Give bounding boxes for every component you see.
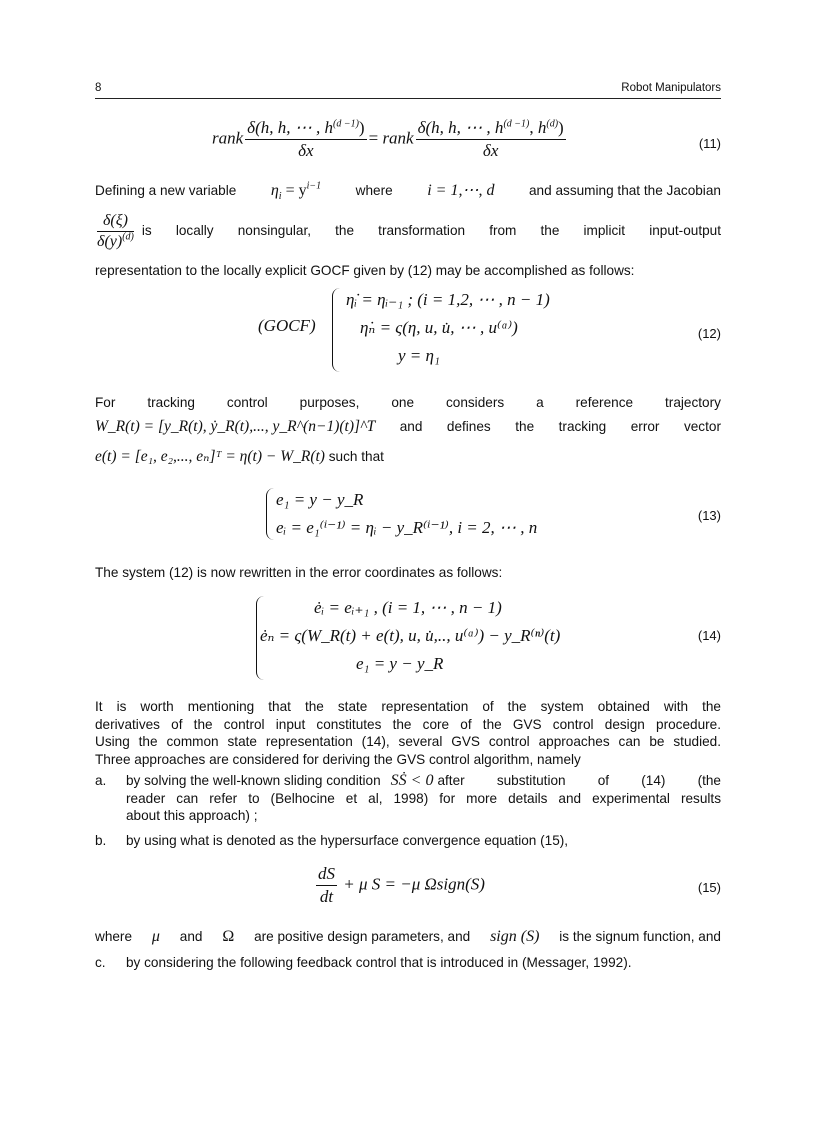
paragraph-tracking-line1: For tracking control purposes, one considers a reference trajectory — [95, 395, 721, 410]
running-header — [95, 82, 721, 99]
paragraph-parameters: where μ and Ω are positive design parameters, and sign (S) is the signum function, and — [95, 928, 721, 945]
paragraph-error-coordinates: The system (12) is now rewritten in the error coordinates as follows: — [95, 565, 503, 580]
rank-label-left: rank — [212, 128, 244, 148]
equation-14-row1: ėᵢ = eᵢ₊₁ , (i = 1, ⋯ , n − 1) — [314, 598, 502, 617]
equation-14-row3: e₁ = y − y_R — [356, 654, 444, 673]
equation-number-11: (11) — [698, 136, 721, 151]
paragraph-variable-definition-line3: representation to the locally explicit GOCF given by (12) may be accomplished as follows: — [95, 263, 635, 278]
fraction-right: $\frac{\delta(h, h, \cdots , h^{(d -1)}, h^{(d)})}{\delta x}$ — [417, 118, 564, 160]
tracking-error-expr: e(t) = [e₁, e₂,..., eₙ]ᵀ = η(t) − W_R(t) — [95, 448, 325, 465]
jacobian-fraction: $\frac{\delta(\xi)}{\delta(y)^{(d)}}$ — [97, 212, 134, 250]
equation-15: $\frac{dS}{dt}$ + μ S = −μ Ωsign(S) — [318, 864, 485, 906]
equation-11 — [212, 118, 568, 161]
page-number: 8 — [95, 82, 102, 94]
equation-13-row2: eᵢ = e₁⁽ⁱ⁻¹⁾ = ηᵢ − y_R⁽ⁱ⁻¹⁾, i = 2, ⋯ , n — [276, 518, 538, 537]
paragraph-variable-definition-line1: Defining a new variable $\eta_i = y^{i-1}$ where i = 1,⋯, d and assuming that the Jacobian — [95, 180, 721, 203]
equation-number-12: (12) — [697, 326, 721, 341]
equation-12-row3: y = η₁ — [398, 346, 440, 365]
equation-12-row2: η̇ₙ = ς(η, u, u̇, ⋯ , u⁽ᵅ⁾) — [360, 318, 518, 337]
derivative-fraction: $\frac{dS}{dt}$ — [318, 864, 335, 906]
paragraph-variable-definition-line2: $\frac{\delta(\xi)}{\delta(y)^{(d)}}$ is locally nonsingular, the transformation from the implicit input-output — [97, 212, 721, 250]
fraction-left: $\frac{\delta(h, h, \cdots , h^{(d -1)})}{\delta x}$ — [247, 118, 365, 160]
equation-14-row2: ėₙ = ς(W_R(t) + e(t), u, u̇,.., u⁽ᵅ⁾) − y_R⁽ⁿ⁾(t) — [260, 626, 561, 645]
equation-number-15: (15) — [697, 880, 721, 895]
rank-label-right: rank — [382, 128, 414, 148]
paragraph-tracking-line3: e(t) = [e₁, e₂,..., eₙ]ᵀ = η(t) − W_R(t) such that — [95, 448, 384, 465]
gocf-label: (GOCF) — [258, 316, 316, 335]
list-item-c: c. by considering the following feedback control that is introduced in (Messager, 1992). — [95, 955, 632, 970]
reference-trajectory-expr: W_R(t) = [y_R(t), ẏ_R(t),..., y_R^(n−1)(t)]^T — [95, 418, 376, 435]
equation-number-13: (13) — [697, 508, 721, 523]
paragraph-gvs: It is worth mentioning that the state representation of the system obtained with the derivatives of the control input constitutes the core of the GVS control design procedure. Using the common state representation (14), several GVS control approaches can be studied. Three approaches are considered for deriving the GVS control algorithm, namely — [95, 699, 721, 767]
equation-12-row1: η̇ᵢ = ηᵢ₋₁ ; (i = 1,2, ⋯ , n − 1) — [346, 290, 550, 309]
left-brace-13 — [266, 488, 275, 540]
running-title: Robot Manipulators — [621, 82, 721, 94]
equation-13-row1: e₁ = y − y_R — [276, 490, 364, 509]
left-brace-12 — [332, 288, 341, 372]
equals-sign: = — [368, 128, 379, 148]
eta-definition: $\eta_i = y^{i-1}$ — [270, 180, 322, 203]
sliding-condition: SṠ < 0 — [390, 772, 434, 789]
list-item-b: b. by using what is denoted as the hypersurface convergence equation (15), — [95, 833, 569, 848]
list-item-a: a. by solving the well-known sliding condition SṠ < 0 after substitution of (14) (the reader can refer to (Belhocine et al, 1998) for more details and experimental results about this approach) ; — [95, 772, 721, 823]
list-item-a-line1: by solving the well-known sliding condition SṠ < 0 after substitution of (14) (the — [126, 772, 721, 789]
equation-number-14: (14) — [697, 628, 721, 643]
paragraph-tracking-line2: W_R(t) = [y_R(t), ẏ_R(t),..., y_R^(n−1)(t)]^T and defines the tracking error vector — [95, 418, 721, 435]
